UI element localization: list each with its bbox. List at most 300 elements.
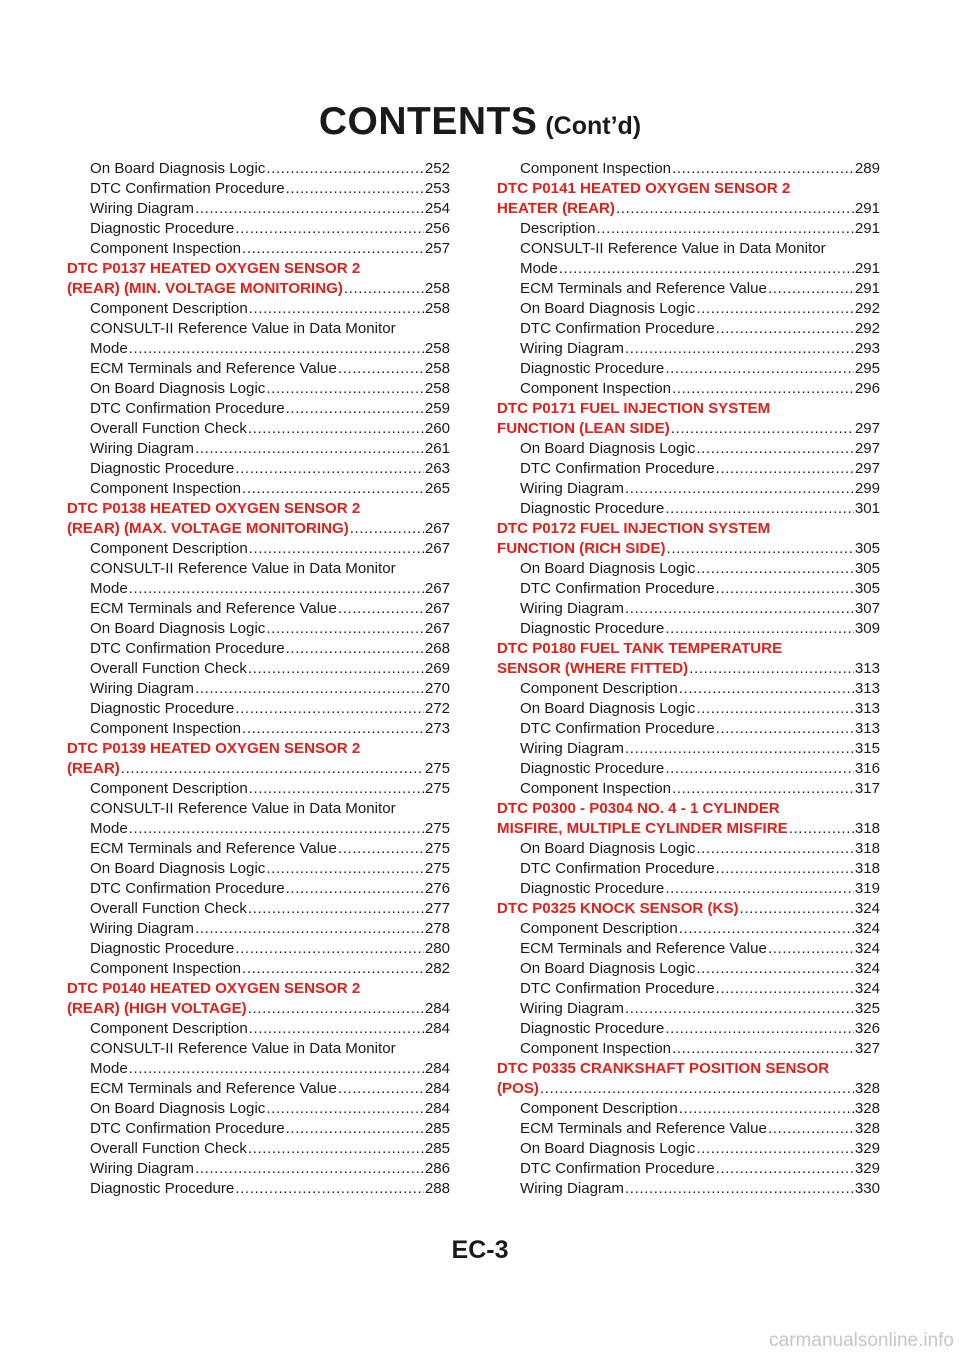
toc-entry[interactable] bbox=[497, 699, 880, 719]
toc-entry-title: Wiring Diagram bbox=[520, 600, 624, 617]
toc-entry-title: (REAR) (MIN. VOLTAGE MONITORING) bbox=[67, 280, 343, 297]
toc-entry-title: DTC Confirmation Procedure bbox=[90, 1120, 285, 1137]
toc-entry-title: Component Inspection bbox=[90, 240, 242, 257]
toc-entry-title: DTC Confirmation Procedure bbox=[90, 640, 285, 657]
toc-entry[interactable] bbox=[67, 1099, 450, 1119]
toc-entry[interactable] bbox=[67, 859, 450, 879]
toc-page-number: 330 bbox=[854, 1180, 880, 1197]
toc-page-number: 319 bbox=[854, 880, 880, 897]
toc-entry-title: On Board Diagnosis Logic bbox=[520, 840, 696, 857]
toc-entry-title: Component Description bbox=[520, 680, 678, 697]
toc-page-number: 275 bbox=[424, 840, 450, 857]
toc-entry[interactable] bbox=[67, 619, 450, 639]
toc-entry[interactable] bbox=[497, 779, 880, 799]
toc-page-number: 328 bbox=[854, 1120, 880, 1137]
toc-page-number: 265 bbox=[424, 480, 450, 497]
toc-entry[interactable] bbox=[67, 439, 450, 459]
dot-leader bbox=[559, 259, 854, 279]
dot-leader bbox=[696, 959, 853, 979]
toc-page-number: 259 bbox=[424, 400, 450, 417]
toc-entry-title: Component Inspection bbox=[520, 160, 672, 177]
toc-entry[interactable] bbox=[67, 219, 450, 239]
toc-entry[interactable] bbox=[67, 819, 450, 839]
toc-entry[interactable] bbox=[67, 339, 450, 359]
dot-leader bbox=[266, 379, 423, 399]
toc-entry[interactable] bbox=[67, 159, 450, 179]
toc-entry[interactable] bbox=[497, 1179, 880, 1199]
toc-entry-title: FUNCTION (LEAN SIDE) bbox=[497, 420, 670, 437]
toc-entry[interactable] bbox=[497, 1159, 880, 1179]
toc-page-number: 282 bbox=[424, 960, 450, 977]
toc-entry[interactable] bbox=[497, 159, 880, 179]
toc-entry[interactable] bbox=[497, 299, 880, 319]
toc-entry[interactable] bbox=[497, 279, 880, 299]
toc-page-number: 276 bbox=[424, 880, 450, 897]
toc-entry-title: ECM Terminals and Reference Value bbox=[90, 1080, 337, 1097]
toc-section-heading[interactable] bbox=[497, 179, 880, 199]
dot-leader bbox=[286, 879, 424, 899]
toc-entry[interactable] bbox=[67, 179, 450, 199]
dot-leader bbox=[540, 1079, 854, 1099]
toc-entry-title: Overall Function Check bbox=[90, 900, 247, 917]
dot-leader bbox=[768, 939, 854, 959]
toc-entry[interactable] bbox=[497, 619, 880, 639]
toc-page-number: 291 bbox=[854, 280, 880, 297]
toc-entry[interactable] bbox=[67, 1079, 450, 1099]
toc-entry[interactable] bbox=[497, 719, 880, 739]
dot-leader bbox=[665, 879, 854, 899]
toc-page-number: 258 bbox=[424, 360, 450, 377]
toc-entry-title: DTC P0139 HEATED OXYGEN SENSOR 2 bbox=[67, 740, 361, 757]
toc-entry-title: On Board Diagnosis Logic bbox=[520, 440, 696, 457]
toc-section-heading[interactable] bbox=[497, 539, 880, 559]
toc-entry-title: Component Description bbox=[90, 540, 248, 557]
toc-page-number: 275 bbox=[424, 780, 450, 797]
toc-page-number: 275 bbox=[424, 860, 450, 877]
toc-page-number: 258 bbox=[424, 340, 450, 357]
toc-entry[interactable] bbox=[67, 379, 450, 399]
toc-entry[interactable] bbox=[67, 1179, 450, 1199]
dot-leader bbox=[679, 1099, 854, 1119]
toc-entry[interactable] bbox=[497, 479, 880, 499]
toc-entry-title: Component Inspection bbox=[520, 780, 672, 797]
toc-page-number: 307 bbox=[854, 600, 880, 617]
toc-page-number: 305 bbox=[854, 540, 880, 557]
dot-leader bbox=[248, 659, 424, 679]
page-number: EC-3 bbox=[451, 1236, 509, 1264]
toc-section-heading[interactable] bbox=[497, 639, 880, 659]
toc-entry-title: SENSOR (WHERE FITTED) bbox=[497, 660, 689, 677]
toc-left-column bbox=[67, 159, 450, 1199]
toc-entry[interactable] bbox=[497, 939, 880, 959]
toc-entry[interactable] bbox=[67, 719, 450, 739]
toc-entry-title: (POS) bbox=[497, 1080, 539, 1097]
toc-page-number: 326 bbox=[854, 1020, 880, 1037]
toc-page-number: 291 bbox=[854, 220, 880, 237]
toc-entry-title: DTC Confirmation Procedure bbox=[520, 720, 715, 737]
toc-entry[interactable] bbox=[497, 759, 880, 779]
toc-page-number: 329 bbox=[854, 1140, 880, 1157]
toc-entry-title: DTC Confirmation Procedure bbox=[520, 460, 715, 477]
toc-entry[interactable] bbox=[67, 939, 450, 959]
toc-page-number: 286 bbox=[424, 1160, 450, 1177]
toc-entry-title: Diagnostic Procedure bbox=[520, 620, 665, 637]
toc-section-heading[interactable] bbox=[67, 999, 450, 1019]
toc-entry-title: Wiring Diagram bbox=[90, 440, 194, 457]
toc-entry-title: Wiring Diagram bbox=[520, 1180, 624, 1197]
toc-entry[interactable] bbox=[497, 239, 880, 259]
toc-page-number: 284 bbox=[424, 1000, 450, 1017]
toc-entry-title: Mode bbox=[90, 820, 128, 837]
toc-entry-title: Diagnostic Procedure bbox=[90, 220, 235, 237]
dot-leader bbox=[740, 899, 854, 919]
dot-leader bbox=[625, 1179, 854, 1199]
toc-entry[interactable] bbox=[67, 359, 450, 379]
toc-section-heading[interactable] bbox=[67, 739, 450, 759]
toc-entry[interactable] bbox=[67, 1059, 450, 1079]
toc-entry[interactable] bbox=[67, 659, 450, 679]
toc-entry-title: ECM Terminals and Reference Value bbox=[520, 940, 767, 957]
dot-leader bbox=[129, 1059, 424, 1079]
toc-section-heading[interactable] bbox=[497, 1059, 880, 1079]
toc-entry-title: On Board Diagnosis Logic bbox=[90, 620, 266, 637]
toc-entry[interactable] bbox=[497, 1099, 880, 1119]
dot-leader bbox=[242, 239, 424, 259]
toc-page-number: 293 bbox=[854, 340, 880, 357]
dot-leader bbox=[242, 479, 424, 499]
toc-entry[interactable] bbox=[67, 239, 450, 259]
toc-entry-title: DTC P0335 CRANKSHAFT POSITION SENSOR bbox=[497, 1060, 830, 1077]
toc-page-number: 260 bbox=[424, 420, 450, 437]
toc-entry[interactable] bbox=[67, 1119, 450, 1139]
dot-leader bbox=[625, 339, 854, 359]
dot-leader bbox=[129, 819, 424, 839]
toc-entry-title: On Board Diagnosis Logic bbox=[520, 1140, 696, 1157]
toc-entry[interactable] bbox=[67, 699, 450, 719]
toc-entry-title: Wiring Diagram bbox=[520, 340, 624, 357]
toc-page-number: 267 bbox=[424, 540, 450, 557]
toc-entry[interactable] bbox=[67, 299, 450, 319]
toc-entry-title: On Board Diagnosis Logic bbox=[520, 300, 696, 317]
toc-section-heading[interactable] bbox=[497, 819, 880, 839]
toc-entry-title: On Board Diagnosis Logic bbox=[520, 560, 696, 577]
toc-entry[interactable] bbox=[497, 1039, 880, 1059]
dot-leader bbox=[672, 1039, 854, 1059]
toc-page-number: 296 bbox=[854, 380, 880, 397]
toc-entry-title: DTC Confirmation Procedure bbox=[520, 980, 715, 997]
dot-leader bbox=[266, 619, 423, 639]
dot-leader bbox=[672, 159, 854, 179]
toc-entry[interactable] bbox=[497, 859, 880, 879]
toc-entry[interactable] bbox=[67, 479, 450, 499]
toc-page-number: 263 bbox=[424, 460, 450, 477]
toc-page-number: 318 bbox=[854, 840, 880, 857]
toc-page-number: 301 bbox=[854, 500, 880, 517]
dot-leader bbox=[672, 379, 854, 399]
dot-leader bbox=[350, 519, 424, 539]
toc-page-number: 256 bbox=[424, 220, 450, 237]
toc-right-column bbox=[497, 159, 880, 1199]
toc-section-heading[interactable] bbox=[497, 419, 880, 439]
dot-leader bbox=[242, 959, 424, 979]
toc-entry[interactable] bbox=[497, 439, 880, 459]
toc-entry-title: Diagnostic Procedure bbox=[90, 1180, 235, 1197]
toc-page-number: 277 bbox=[424, 900, 450, 917]
toc-entry[interactable] bbox=[67, 1139, 450, 1159]
dot-leader bbox=[195, 1159, 424, 1179]
toc-entry[interactable] bbox=[497, 499, 880, 519]
dot-leader bbox=[338, 359, 424, 379]
toc-page-number: 292 bbox=[854, 300, 880, 317]
toc-entry-title: On Board Diagnosis Logic bbox=[520, 960, 696, 977]
dot-leader bbox=[242, 719, 424, 739]
toc-section-heading[interactable] bbox=[67, 519, 450, 539]
toc-page-number: 324 bbox=[854, 980, 880, 997]
toc-entry[interactable] bbox=[67, 899, 450, 919]
toc-entry[interactable] bbox=[497, 979, 880, 999]
toc-section-heading[interactable] bbox=[497, 899, 880, 919]
toc-section-heading[interactable] bbox=[497, 519, 880, 539]
toc-entry-title: Diagnostic Procedure bbox=[90, 460, 235, 477]
toc-entry[interactable] bbox=[67, 879, 450, 899]
dot-leader bbox=[121, 759, 424, 779]
toc-entry-title: Overall Function Check bbox=[90, 660, 247, 677]
toc-section-heading[interactable] bbox=[67, 979, 450, 999]
toc-entry-title: Component Description bbox=[90, 1020, 248, 1037]
toc-entry-title: FUNCTION (RICH SIDE) bbox=[497, 540, 666, 557]
dot-leader bbox=[286, 179, 424, 199]
dot-leader bbox=[768, 279, 854, 299]
toc-page-number: 258 bbox=[424, 280, 450, 297]
dot-leader bbox=[195, 439, 424, 459]
toc-entry[interactable] bbox=[67, 559, 450, 579]
toc-entry-title: DTC Confirmation Procedure bbox=[90, 180, 285, 197]
toc-page-number: 328 bbox=[854, 1100, 880, 1117]
toc-entry-title: ECM Terminals and Reference Value bbox=[90, 360, 337, 377]
dot-leader bbox=[195, 679, 424, 699]
toc-entry[interactable] bbox=[497, 1019, 880, 1039]
dot-leader bbox=[716, 1159, 854, 1179]
toc-entry[interactable] bbox=[497, 1119, 880, 1139]
dot-leader bbox=[338, 839, 424, 859]
toc-page-number: 267 bbox=[424, 520, 450, 537]
toc-page-number: 257 bbox=[424, 240, 450, 257]
toc-entry-title: CONSULT-II Reference Value in Data Monitor bbox=[90, 1040, 396, 1057]
toc-section-heading[interactable] bbox=[497, 659, 880, 679]
toc-section-heading[interactable] bbox=[67, 279, 450, 299]
dot-leader bbox=[665, 359, 854, 379]
dot-leader bbox=[286, 1119, 424, 1139]
toc-entry-title: ECM Terminals and Reference Value bbox=[90, 840, 337, 857]
toc-entry[interactable] bbox=[67, 459, 450, 479]
toc-page-number: 299 bbox=[854, 480, 880, 497]
toc-entry[interactable] bbox=[497, 359, 880, 379]
toc-entry-title: Wiring Diagram bbox=[90, 920, 194, 937]
toc-page-number: 267 bbox=[424, 620, 450, 637]
toc-section-heading[interactable] bbox=[497, 199, 880, 219]
toc-entry-title: Diagnostic Procedure bbox=[520, 500, 665, 517]
toc-page-number: 295 bbox=[854, 360, 880, 377]
toc-entry-title: DTC P0325 KNOCK SENSOR (KS) bbox=[497, 900, 739, 917]
toc-page-number: 291 bbox=[854, 200, 880, 217]
dot-leader bbox=[597, 219, 854, 239]
toc-page-number: 270 bbox=[424, 680, 450, 697]
dot-leader bbox=[696, 439, 853, 459]
toc-entry[interactable] bbox=[497, 579, 880, 599]
toc-entry-title: Component Description bbox=[520, 1100, 678, 1117]
dot-leader bbox=[716, 459, 854, 479]
toc-entry-title: DTC Confirmation Procedure bbox=[520, 580, 715, 597]
toc-entry[interactable] bbox=[67, 799, 450, 819]
toc-entry-title: DTC Confirmation Procedure bbox=[90, 400, 285, 417]
toc-page-number: 273 bbox=[424, 720, 450, 737]
toc-entry-title: Component Inspection bbox=[520, 1040, 672, 1057]
dot-leader bbox=[235, 1179, 424, 1199]
toc-entry[interactable] bbox=[497, 459, 880, 479]
toc-entry-title: On Board Diagnosis Logic bbox=[520, 700, 696, 717]
toc-entry[interactable] bbox=[497, 879, 880, 899]
toc-entry-title: DTC Confirmation Procedure bbox=[520, 320, 715, 337]
toc-section-heading[interactable] bbox=[497, 399, 880, 419]
toc-entry[interactable] bbox=[497, 739, 880, 759]
toc-page-number: 285 bbox=[424, 1140, 450, 1157]
toc-page-number: 327 bbox=[854, 1040, 880, 1057]
toc-entry[interactable] bbox=[67, 199, 450, 219]
toc-entry[interactable] bbox=[67, 779, 450, 799]
dot-leader bbox=[696, 559, 853, 579]
toc-entry[interactable] bbox=[67, 919, 450, 939]
dot-leader bbox=[667, 539, 854, 559]
toc-entry[interactable] bbox=[67, 679, 450, 699]
toc-entry[interactable] bbox=[497, 319, 880, 339]
dot-leader bbox=[235, 699, 424, 719]
toc-entry-title: Component Description bbox=[520, 920, 678, 937]
toc-entry-title: Component Description bbox=[90, 300, 248, 317]
toc-page-number: 278 bbox=[424, 920, 450, 937]
toc-entry-title: Component Inspection bbox=[90, 960, 242, 977]
toc-entry-title: HEATER (REAR) bbox=[497, 200, 615, 217]
dot-leader bbox=[249, 539, 424, 559]
toc-page-number: 269 bbox=[424, 660, 450, 677]
dot-leader bbox=[768, 1119, 854, 1139]
dot-leader bbox=[789, 819, 854, 839]
toc-page-number: 324 bbox=[854, 900, 880, 917]
toc-section-heading[interactable] bbox=[497, 1079, 880, 1099]
toc-page-number: 297 bbox=[854, 460, 880, 477]
toc-entry[interactable] bbox=[497, 959, 880, 979]
toc-entry[interactable] bbox=[497, 839, 880, 859]
toc-entry-title: Mode bbox=[90, 580, 128, 597]
toc-page-number: 305 bbox=[854, 580, 880, 597]
toc-entry-title: Mode bbox=[520, 260, 558, 277]
dot-leader bbox=[248, 1139, 424, 1159]
toc-entry[interactable] bbox=[497, 339, 880, 359]
toc-entry-title: DTC P0180 FUEL TANK TEMPERATURE bbox=[497, 640, 783, 657]
dot-leader bbox=[235, 939, 424, 959]
toc-page-number: 313 bbox=[854, 700, 880, 717]
toc-entry[interactable] bbox=[67, 1019, 450, 1039]
toc-section-heading[interactable] bbox=[67, 759, 450, 779]
toc-page-number: 284 bbox=[424, 1080, 450, 1097]
toc-entry[interactable] bbox=[497, 219, 880, 239]
dot-leader bbox=[235, 219, 424, 239]
toc-page-number: 324 bbox=[854, 920, 880, 937]
toc-entry-title: Wiring Diagram bbox=[520, 480, 624, 497]
toc-entry[interactable] bbox=[497, 599, 880, 619]
toc-entry-title: Component Inspection bbox=[90, 720, 242, 737]
toc-entry-title: DTC P0171 FUEL INJECTION SYSTEM bbox=[497, 400, 771, 417]
dot-leader bbox=[665, 759, 854, 779]
toc-entry[interactable] bbox=[67, 539, 450, 559]
toc-page-number: 289 bbox=[854, 160, 880, 177]
dot-leader bbox=[249, 299, 424, 319]
toc-page-number: 318 bbox=[854, 820, 880, 837]
dot-leader bbox=[679, 679, 854, 699]
toc-entry-title: DTC P0172 FUEL INJECTION SYSTEM bbox=[497, 520, 771, 537]
toc-page-number: 284 bbox=[424, 1060, 450, 1077]
toc-entry[interactable] bbox=[67, 599, 450, 619]
toc-entry[interactable] bbox=[497, 919, 880, 939]
toc-entry[interactable] bbox=[497, 1139, 880, 1159]
dot-leader bbox=[338, 599, 424, 619]
toc-entry-title: DTC Confirmation Procedure bbox=[520, 1160, 715, 1177]
toc-page-number: 325 bbox=[854, 1000, 880, 1017]
toc-entry-title: Component Description bbox=[90, 780, 248, 797]
toc-section-heading[interactable] bbox=[67, 259, 450, 279]
title-subtitle: (Cont’d) bbox=[545, 112, 642, 140]
toc-section-heading[interactable] bbox=[67, 499, 450, 519]
toc-entry[interactable] bbox=[67, 639, 450, 659]
toc-entry[interactable] bbox=[497, 679, 880, 699]
dot-leader bbox=[696, 839, 853, 859]
toc-section-heading[interactable] bbox=[497, 799, 880, 819]
dot-leader bbox=[716, 719, 854, 739]
dot-leader bbox=[266, 859, 423, 879]
toc-entry-title: ECM Terminals and Reference Value bbox=[90, 600, 337, 617]
toc-entry[interactable] bbox=[497, 999, 880, 1019]
page-title bbox=[0, 102, 960, 141]
toc-entry[interactable] bbox=[67, 959, 450, 979]
toc-entry-title: Diagnostic Procedure bbox=[520, 1020, 665, 1037]
toc-page-number: 258 bbox=[424, 380, 450, 397]
toc-entry[interactable] bbox=[67, 1039, 450, 1059]
toc-entry[interactable] bbox=[67, 1159, 450, 1179]
dot-leader bbox=[672, 779, 854, 799]
dot-leader bbox=[286, 639, 424, 659]
toc-page-number: 261 bbox=[424, 440, 450, 457]
toc-page-number: 253 bbox=[424, 180, 450, 197]
toc-entry[interactable] bbox=[67, 399, 450, 419]
toc-page-number: 292 bbox=[854, 320, 880, 337]
toc-entry[interactable] bbox=[497, 259, 880, 279]
toc-entry[interactable] bbox=[67, 419, 450, 439]
toc-entry[interactable] bbox=[67, 319, 450, 339]
toc-entry[interactable] bbox=[497, 379, 880, 399]
toc-page-number: 268 bbox=[424, 640, 450, 657]
toc-entry-title: DTC Confirmation Procedure bbox=[90, 880, 285, 897]
watermark: carmanualsonline.info bbox=[769, 1330, 954, 1351]
toc-entry[interactable] bbox=[497, 559, 880, 579]
toc-page-number: 313 bbox=[854, 660, 880, 677]
toc-entry[interactable] bbox=[67, 839, 450, 859]
dot-leader bbox=[129, 579, 424, 599]
dot-leader bbox=[249, 779, 424, 799]
toc-entry[interactable] bbox=[67, 579, 450, 599]
toc-entry-title: CONSULT-II Reference Value in Data Monitor bbox=[90, 560, 396, 577]
dot-leader bbox=[248, 999, 424, 1019]
toc-page-number: 324 bbox=[854, 960, 880, 977]
dot-leader bbox=[249, 1019, 424, 1039]
